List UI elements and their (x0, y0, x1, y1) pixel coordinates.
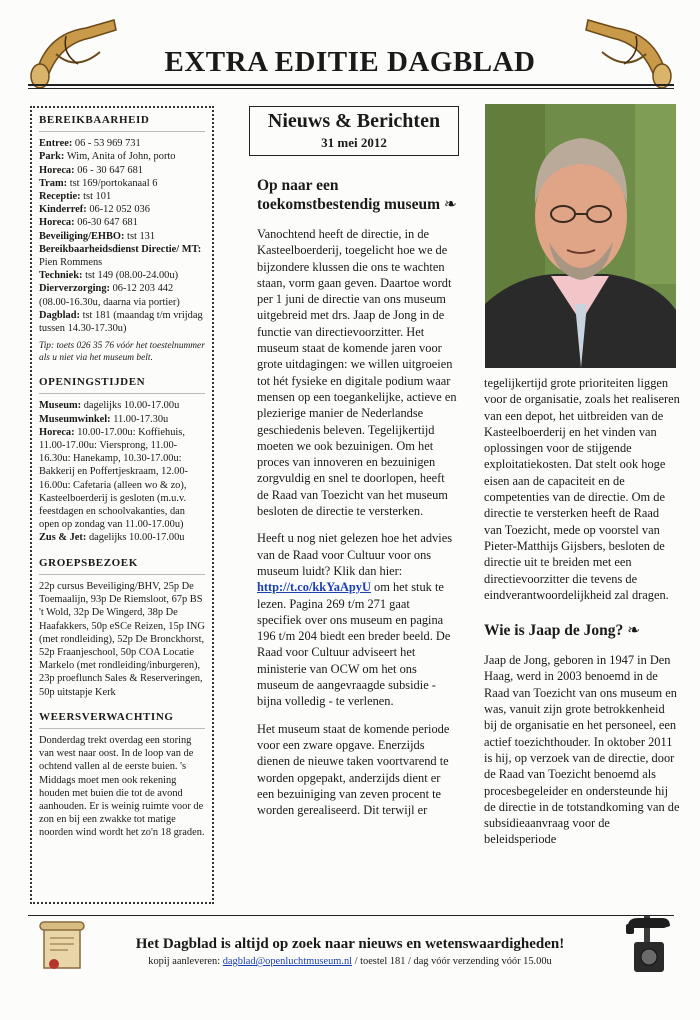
scroll-icon (36, 918, 88, 974)
section-groepsbezoek (39, 557, 205, 699)
info-line: Kinderref: 06-12 052 036 (39, 204, 150, 216)
article-heading: Wie is Jaap de Jong? ❧ (484, 622, 641, 640)
email-link[interactable]: dagblad@openluchtmuseum.nl (222, 956, 353, 967)
footer-headline: Het Dagblad is altijd op zoek naar nieuws en wetenswaardigheden! (135, 936, 565, 952)
groepsbezoek-text: 22p cursus Beveiliging/BHV, 25p De Toemaalijn, 93p De Riemsloot, 67p BS 't Wold, 32p De Wingerd, 38p De Haafakkers, 50p eSCe Reizen, 15p ING (met rondleiding), 52p De Bronckhorst, 52p Fraanjeschool, 50p COA Locatie Markelo (met rondleiding/inburgeren), 23p proeflunch Sales & Reserveringen, 50p uitstapje Kerk (39, 580, 205, 698)
info-line: Zus & Jet: dagelijks 10.00-17.00u (39, 532, 185, 544)
info-sidebar (30, 106, 214, 904)
section-title: OPENINGSTIJDEN (39, 376, 205, 394)
info-line: Entree: 06 - 53 969 731 (39, 138, 141, 150)
news-date: 31 mei 2012 (321, 135, 387, 150)
section-openingstijden (39, 376, 205, 544)
article-column-right (484, 375, 680, 859)
info-line: Horeca: 06 - 30 647 681 (39, 164, 143, 176)
news-header-box (249, 106, 459, 156)
raad-cultuur-link[interactable]: http://t.co/kkYaApyU (257, 580, 371, 595)
section-weersverwachting (39, 711, 205, 840)
info-line: Receptie: tst 101 (39, 191, 112, 203)
info-line: Beveiliging/EHBO: tst 131 (39, 230, 156, 242)
section-title: GROEPSBEZOEK (39, 557, 205, 575)
section-title: WEERSVERWACHTING (39, 711, 205, 729)
section-title: BEREIKBAARHEID (39, 114, 205, 132)
article-heading: Op naar een toekomstbestendig museum ❧ (257, 177, 457, 213)
info-line: Tram: tst 169/portokanaal 6 (39, 177, 158, 189)
info-line: Techniek: tst 149 (08.00-24.00u) (39, 270, 179, 282)
article-paragraph: Jaap de Jong, geboren in 1947 in Den Haag, werd in 2003 benoemd in de Raad van Toezicht van ons museum en was, vanuit zijn grote betrokkenheid bij de organisatie en het personeel, een actief toezichthouder. In oktober 2011 is hij, op verzoek van de directie, door de Raad van Toezicht benoemd als procesbegeleider en ondersteunde hij de directie in de totstandkoming van de subsidieaanvraag voor de beleidsperiode (484, 653, 680, 847)
weather-text: Donderdag trekt overdag een storing van west naar oost. In de loop van de ochtend vallen al de eerste buien. 's Middags moet men ook rekening houden met buien die tot de avond aanhouden. Er is weinig ruimte voor de zon en bij een zwakke tot matige noorden wind wordt het zo'n 18 graden. (39, 734, 205, 839)
telephone-icon (624, 912, 672, 976)
news-title: Nieuws & Berichten (267, 110, 441, 132)
info-line: Museum: dagelijks 10.00-17.00u (39, 400, 180, 412)
article-column-middle (257, 176, 457, 829)
article-paragraph: Heeft u nog niet gelezen hoe het advies van de Raad voor Cultuur voor ons museum luidt? Klik dan hier: http://t.co/kkYaApyU om het stuk te lezen. Pagina 269 t/m 271 gaat specifiek over ons museum en pagina 196 t/m 204 biedt een breder beeld. De Raad voor Cultuur adviseert het ministerie van OCW om het ons museum de aangevraagde subsidie - bijna volledig - te verlenen. (257, 531, 453, 709)
tip-text: Tip: toets 026 35 76 vóór het toestelnummer als u niet via het museum belt. (39, 341, 205, 364)
masthead-rule-thin (28, 88, 674, 89)
fleuron-icon: ❧ (627, 622, 641, 640)
info-line: Bereikbaarheidsdienst Directie/ MT: Pien Rommens (39, 243, 202, 269)
masthead-title: EXTRA EDITIE DAGBLAD (164, 46, 536, 78)
info-line: Park: Wim, Anita of John, porto (39, 151, 176, 163)
masthead-rule (28, 84, 674, 86)
info-line: Dierverzorging: 06-12 203 442 (08.00-16.30u, daarna via portier) (39, 283, 180, 308)
fleuron-icon: ❧ (443, 196, 457, 213)
article-paragraph: tegelijkertijd grote prioriteiten liggen voor de organisatie, zoals het realiseren van een depot, het uitbreiden van de Kasteelboerderij en het vinden van oplossingen voor de stijgende exploitatiekosten. Dat stelt ook hoge eisen aan de capaciteit en de competenties van de directie. Om de directie te versterken heeft de Raad van Toezicht, mede op voorstel van Pieter-Matthijs Gijsbers, besloten de directie uit te breiden met een directievoorzitter die tevens de eindverantwoordelijkheid zal dragen. (484, 376, 680, 602)
info-line: Horeca: 06-30 647 681 (39, 217, 138, 229)
portrait-photo (485, 104, 676, 368)
info-line: Horeca: 10.00-17.00u: Koffiehuis, 11.00-17.00u: Viersprong, 11.00-16.30u: Hanekamp, 10.30-17.00u: Bakkerij en Poffertjeskraam, 12.00-16.00u: Cafetaria (alleen wo & zo), Kasteelboerderij is gesloten (m.u.v. feestdagen en schoolvakanties, dan open op zondag van 11.00-17.00u) (39, 426, 188, 531)
section-bereikbaarheid (39, 114, 205, 364)
footer-contact: kopij aanleveren: dagblad@openluchtmuseum.nl / toestel 181 / dag vóór verzending vóór 15.00u (148, 956, 552, 967)
info-line: Museumwinkel: 11.00-17.30u (39, 413, 169, 425)
article-paragraph: Vanochtend heeft de directie, in de Kasteelboerderij, toegelicht hoe we de bijzondere klussen die ons te wachten staan, vorm gaan geven. Daartoe wordt per 1 juni de directie van ons museum uitgebreid met drs. Jaap de Jong in de functie van directievoorzitter. Het museum staat de komende jaren voor grote uitdagingen: we willen uitgroeien tot hét fysieke en digitale podium waar mensen op een toegankelijke, actieve en plezierige manier de Nederlandse geschiedenis beleven. Tegelijkertijd moeten we ook bezuinigen. Om het proces van innoveren en bezuinigen zorgvuldig en snel te doorlopen, heeft de Raad van Toezicht van het museum besloten de directie te versterken. (257, 227, 457, 519)
info-line: Dagblad: tst 181 (maandag t/m vrijdag tussen 14.30-17.30u) (39, 309, 203, 335)
article-paragraph: Het museum staat de komende periode voor een zware opgave. Enerzijds dienen de nieuwe taken voortvarend te worden opgepakt, anderzijds dient er een bezuiniging van zeven procent te worden gerealiseerd. Dit terwijl er (257, 721, 450, 818)
footer-rule (28, 915, 674, 916)
